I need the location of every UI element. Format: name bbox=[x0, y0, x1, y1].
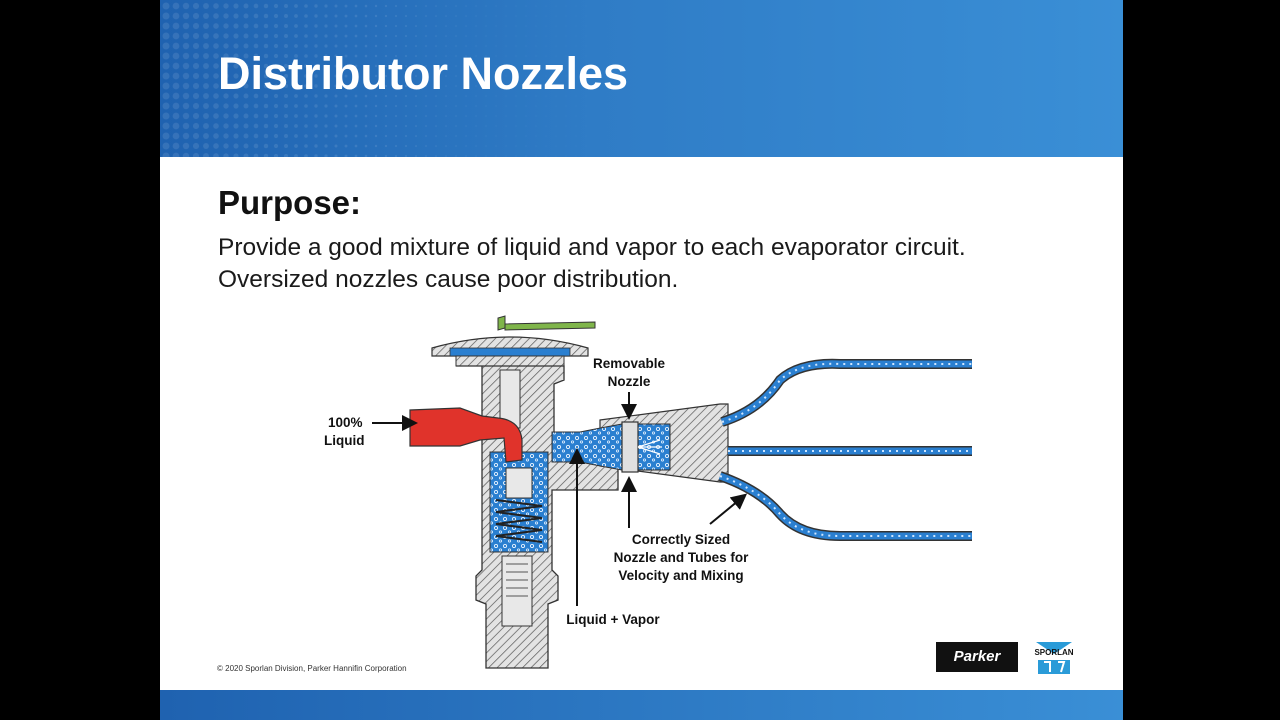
label-liquid-line2: Liquid bbox=[324, 433, 365, 448]
body-line-1: Provide a good mixture of liquid and vapor to each evaporator circuit. bbox=[218, 234, 966, 261]
label-nozzle-line2: Nozzle bbox=[607, 374, 651, 389]
label-correct-line3: Velocity and Mixing bbox=[618, 568, 744, 583]
sporlan-logo bbox=[1028, 640, 1080, 678]
slide-title: Distributor Nozzles bbox=[218, 48, 629, 99]
footer-banner bbox=[160, 690, 1123, 720]
label-liquid-vapor: Liquid + Vapor bbox=[566, 612, 660, 627]
bulb-tube bbox=[498, 316, 595, 330]
label-nozzle-line1: Removable bbox=[592, 356, 666, 371]
label-liquid-line1: 100% bbox=[328, 415, 363, 430]
distributor-tubes bbox=[720, 364, 972, 536]
sporlan-emblem bbox=[1028, 640, 1080, 678]
label-correct-line1: Correctly Sized bbox=[631, 532, 731, 547]
label-correct-line2: Nozzle and Tubes for bbox=[613, 550, 749, 565]
purpose-heading: Purpose: bbox=[218, 184, 362, 221]
slide bbox=[160, 0, 1123, 720]
sporlan-logo-text: SPORLAN bbox=[1034, 648, 1074, 657]
arrow-tubes bbox=[710, 496, 744, 524]
copyright: © 2020 Sporlan Division, Parker Hannifin Corporation bbox=[217, 664, 407, 673]
valve-cutaway-diagram bbox=[160, 300, 1123, 690]
header-banner bbox=[160, 0, 1123, 157]
parker-logo bbox=[936, 642, 1018, 672]
power-head bbox=[432, 337, 588, 366]
parker-logo-text: Parker bbox=[953, 648, 1001, 665]
body-line-2: Oversized nozzles cause poor distribution. bbox=[218, 266, 679, 293]
